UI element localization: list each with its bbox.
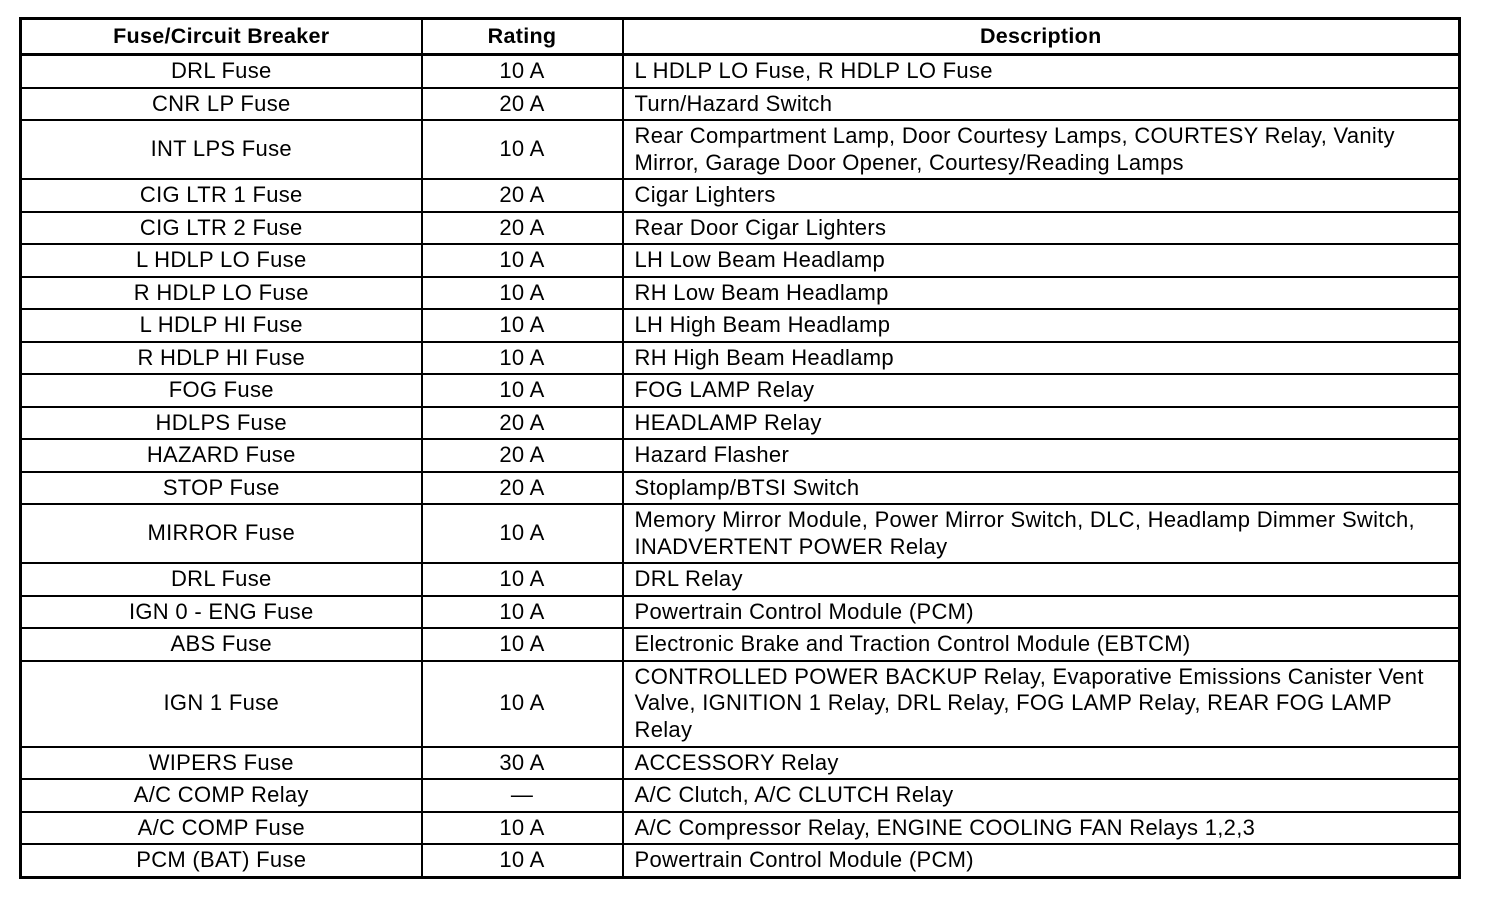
description-cell: Powertrain Control Module (PCM)	[623, 844, 1460, 877]
fuse-name-cell: ABS Fuse	[21, 628, 422, 661]
fuse-name-cell: R HDLP HI Fuse	[21, 342, 422, 375]
table-row	[21, 179, 1460, 212]
fuse-name-cell: IGN 1 Fuse	[21, 661, 422, 747]
fuse-name-cell: INT LPS Fuse	[21, 120, 422, 179]
rating-cell: 10 A	[422, 661, 623, 747]
column-header-fuse: Fuse/Circuit Breaker	[21, 19, 422, 55]
description-cell: A/C Compressor Relay, ENGINE COOLING FAN Relays 1,2,3	[623, 812, 1460, 845]
table-row	[21, 407, 1460, 440]
fuse-name-cell: CIG LTR 2 Fuse	[21, 212, 422, 245]
fuse-name-cell: L HDLP LO Fuse	[21, 244, 422, 277]
fuse-name-cell: IGN 0 - ENG Fuse	[21, 596, 422, 629]
table-row	[21, 439, 1460, 472]
description-cell: LH High Beam Headlamp	[623, 309, 1460, 342]
table-row	[21, 563, 1460, 596]
table-row	[21, 844, 1460, 877]
fuse-name-cell: R HDLP LO Fuse	[21, 277, 422, 310]
fuse-name-cell: A/C COMP Fuse	[21, 812, 422, 845]
rating-cell: 20 A	[422, 88, 623, 121]
rating-cell: 10 A	[422, 374, 623, 407]
table-row	[21, 120, 1460, 179]
fuse-name-cell: A/C COMP Relay	[21, 779, 422, 812]
table-row	[21, 812, 1460, 845]
description-cell: Rear Door Cigar Lighters	[623, 212, 1460, 245]
header-row	[21, 19, 1460, 55]
column-header-description: Description	[623, 19, 1460, 55]
description-cell: HEADLAMP Relay	[623, 407, 1460, 440]
table-row	[21, 661, 1460, 747]
rating-cell: 10 A	[422, 120, 623, 179]
fuse-name-cell: DRL Fuse	[21, 55, 422, 88]
fuse-table	[19, 17, 1461, 879]
table-row	[21, 504, 1460, 563]
description-cell: Stoplamp/BTSI Switch	[623, 472, 1460, 505]
description-cell: RH High Beam Headlamp	[623, 342, 1460, 375]
table-row	[21, 244, 1460, 277]
table-header	[21, 19, 1460, 55]
table-row	[21, 88, 1460, 121]
rating-cell: 10 A	[422, 342, 623, 375]
fuse-name-cell: CNR LP Fuse	[21, 88, 422, 121]
description-cell: DRL Relay	[623, 563, 1460, 596]
rating-cell: 20 A	[422, 407, 623, 440]
fuse-name-cell: STOP Fuse	[21, 472, 422, 505]
rating-cell: 10 A	[422, 844, 623, 877]
table-row	[21, 212, 1460, 245]
table-row	[21, 55, 1460, 88]
rating-cell: 20 A	[422, 439, 623, 472]
rating-cell: 10 A	[422, 504, 623, 563]
rating-cell: 20 A	[422, 472, 623, 505]
description-cell: Turn/Hazard Switch	[623, 88, 1460, 121]
rating-cell: 10 A	[422, 277, 623, 310]
fuse-name-cell: CIG LTR 1 Fuse	[21, 179, 422, 212]
fuse-name-cell: PCM (BAT) Fuse	[21, 844, 422, 877]
description-cell: ACCESSORY Relay	[623, 747, 1460, 780]
description-cell: Memory Mirror Module, Power Mirror Switch, DLC, Headlamp Dimmer Switch, INADVERTENT POWER Relay	[623, 504, 1460, 563]
description-cell: LH Low Beam Headlamp	[623, 244, 1460, 277]
table-body	[21, 55, 1460, 878]
rating-cell: —	[422, 779, 623, 812]
table-row	[21, 779, 1460, 812]
rating-cell: 10 A	[422, 812, 623, 845]
rating-cell: 10 A	[422, 628, 623, 661]
table-row	[21, 309, 1460, 342]
fuse-name-cell: L HDLP HI Fuse	[21, 309, 422, 342]
description-cell: Cigar Lighters	[623, 179, 1460, 212]
table-row	[21, 374, 1460, 407]
fuse-name-cell: WIPERS Fuse	[21, 747, 422, 780]
table-row	[21, 342, 1460, 375]
fuse-name-cell: DRL Fuse	[21, 563, 422, 596]
rating-cell: 10 A	[422, 596, 623, 629]
rating-cell: 10 A	[422, 563, 623, 596]
description-cell: A/C Clutch, A/C CLUTCH Relay	[623, 779, 1460, 812]
table-row	[21, 747, 1460, 780]
description-cell: FOG LAMP Relay	[623, 374, 1460, 407]
description-cell: L HDLP LO Fuse, R HDLP LO Fuse	[623, 55, 1460, 88]
rating-cell: 20 A	[422, 179, 623, 212]
description-cell: Hazard Flasher	[623, 439, 1460, 472]
column-header-rating: Rating	[422, 19, 623, 55]
rating-cell: 20 A	[422, 212, 623, 245]
description-cell: CONTROLLED POWER BACKUP Relay, Evaporative Emissions Canister Vent Valve, IGNITION 1 Relay, DRL Relay, FOG LAMP Relay, REAR FOG LAMP Relay	[623, 661, 1460, 747]
rating-cell: 10 A	[422, 309, 623, 342]
rating-cell: 10 A	[422, 55, 623, 88]
table-row	[21, 628, 1460, 661]
description-cell: Powertrain Control Module (PCM)	[623, 596, 1460, 629]
rating-cell: 30 A	[422, 747, 623, 780]
fuse-name-cell: HAZARD Fuse	[21, 439, 422, 472]
rating-cell: 10 A	[422, 244, 623, 277]
table-row	[21, 472, 1460, 505]
table-row	[21, 277, 1460, 310]
table-row	[21, 596, 1460, 629]
fuse-name-cell: MIRROR Fuse	[21, 504, 422, 563]
description-cell: Electronic Brake and Traction Control Module (EBTCM)	[623, 628, 1460, 661]
fuse-name-cell: FOG Fuse	[21, 374, 422, 407]
description-cell: Rear Compartment Lamp, Door Courtesy Lamps, COURTESY Relay, Vanity Mirror, Garage Door Opener, Courtesy/Reading Lamps	[623, 120, 1460, 179]
fuse-name-cell: HDLPS Fuse	[21, 407, 422, 440]
description-cell: RH Low Beam Headlamp	[623, 277, 1460, 310]
